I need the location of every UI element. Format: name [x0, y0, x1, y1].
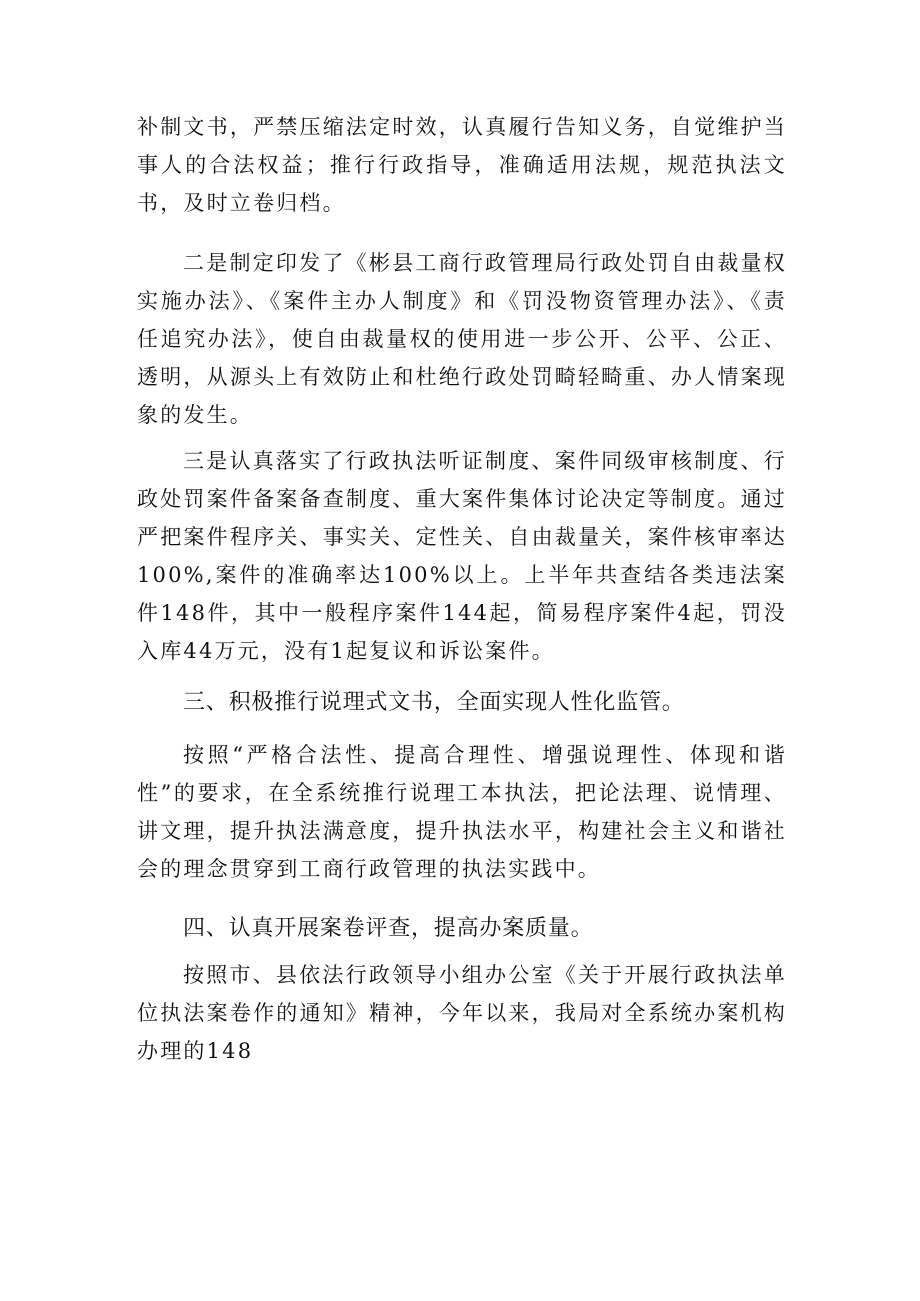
paragraph-explanatory-documents: 按照“严格合法性、提高合理性、增强说理性、体现和谐性”的要求，在全系统推行说理工本执法，把论法理、说情理、讲文理，提升执法满意度，提升执法水平，构建社会主义和谐社会的理念贯穿到工商行政管理的执法实践中。: [137, 743, 787, 881]
paragraph-point-three: 三是认真落实了行政执法听证制度、案件同级审核制度、行政处罚案件备案备查制度、重大案件集体讨论决定等制度。通过严把案件程序关、事实关、定性关、自由裁量关，案件核审率达100%,案件的准确率达100%以上。上半年共查结各类违法案件148件，其中一般程序案件144起，简易程序案件4起，罚没入库44万元，没有1起复议和诉讼案件。: [137, 449, 787, 663]
paragraph-continuation: 补制文书，严禁压缩法定时效，认真履行告知义务，自觉维护当事人的合法权益；推行行政指导，准确适用法规，规范执法文书，及时立卷归档。: [137, 115, 787, 215]
section-heading-four: 四、认真开展案卷评查，提高办案质量。: [183, 916, 594, 941]
paragraph-point-two: 二是制定印发了《彬县工商行政管理局行政处罚自由裁量权实施办法》、《案件主办人制度》和《罚没物资管理办法》、《责任追究办法》，使自由裁量权的使用进一步公开、公平、公正、透明，从源头上有效防止和杜绝行政处罚畸轻畸重、办人情案现象的发生。: [137, 251, 787, 427]
document-page: [137, 108, 787, 1070]
paragraph-case-review: 按照市、县依法行政领导小组办公室《关于开展行政执法单位执法案卷作的通知》精神，今年以来，我局对全系统办案机构办理的148: [137, 963, 787, 1063]
section-heading-three: 三、积极推行说理式文书，全面实现人性化监管。: [183, 690, 685, 715]
